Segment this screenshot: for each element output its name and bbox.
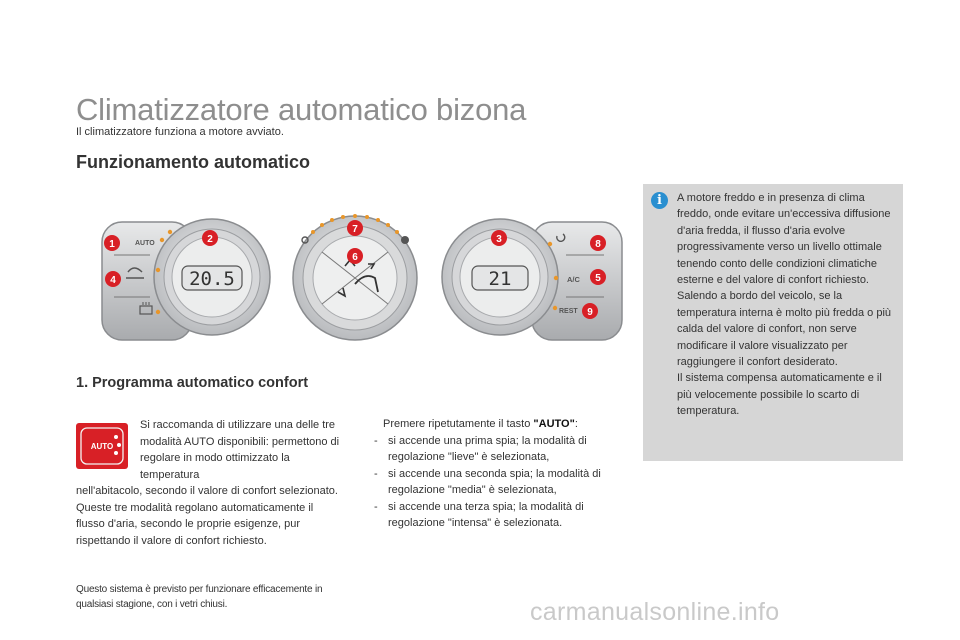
svg-text:8: 8 xyxy=(595,239,601,250)
auto-button-label[interactable]: AUTO xyxy=(135,240,155,247)
intro-paragraph-2: Queste tre modalità regolano automaticamente il flusso d'aria, secondo le proprie esigenze, pur rispettando il valore di confort richiesto. xyxy=(76,501,314,547)
watermark: carmanualsonline.info xyxy=(530,598,780,626)
svg-text:7: 7 xyxy=(352,224,358,235)
intro-paragraph: Si raccomanda di utilizzare una delle tre modalità AUTO disponibili: permettono di regolare in modo ottimizzato la temperatura xyxy=(140,419,340,481)
callout-1 xyxy=(104,235,120,251)
pointer-icon xyxy=(368,416,383,433)
list-item: - si accende una seconda spia; la modalità di regolazione "media" è selezionata, xyxy=(374,467,601,496)
indicator-led xyxy=(554,276,558,280)
subsection-heading: 1. Programma automatico confort xyxy=(76,375,309,391)
callout-9 xyxy=(582,303,598,319)
steps-lead xyxy=(368,416,638,433)
callout-4 xyxy=(105,271,121,287)
callout-6 xyxy=(347,248,363,264)
steps-lead-colon: : xyxy=(574,418,578,430)
indicator-led xyxy=(156,310,160,314)
svg-text:9: 9 xyxy=(587,307,593,318)
intro-continuation: nell'abitacolo, secondo il valore di confort selezionato. xyxy=(76,485,338,497)
climate-control-panel xyxy=(100,200,625,356)
svg-text:6: 6 xyxy=(352,252,358,263)
season-note: Questo sistema è previsto per funzionare efficacemente in qualsiasi stagione, con i vetri chiusi. xyxy=(76,584,323,610)
left-display-value: 20.5 xyxy=(189,268,235,290)
svg-text:5: 5 xyxy=(595,273,601,284)
indicator-led xyxy=(156,268,160,272)
callout-7 xyxy=(347,220,363,236)
info-paragraph-3: Il sistema compensa automaticamente e il più velocemente possibile lo scarto di temperatura. xyxy=(677,372,882,418)
svg-text:3: 3 xyxy=(496,234,502,245)
intro-paragraph-continued xyxy=(76,483,344,549)
left-temperature-unit xyxy=(102,219,270,340)
fan-high-icon xyxy=(401,236,409,244)
svg-text:1: 1 xyxy=(109,239,115,250)
callout-5 xyxy=(590,269,606,285)
auto-steps xyxy=(368,416,638,532)
section-heading: Funzionamento automatico xyxy=(76,152,310,172)
callout-3 xyxy=(491,230,507,246)
right-display-value: 21 xyxy=(488,268,512,290)
steps-lead-key: "AUTO" xyxy=(533,418,575,430)
callout-2 xyxy=(202,230,218,246)
right-temperature-unit xyxy=(442,219,622,340)
list-item: - si accende una terza spia; la modalità di regolazione "intensa" è selezionata. xyxy=(374,500,584,529)
steps-lead-text: Premere ripetutamente il tasto xyxy=(383,418,534,430)
info-text xyxy=(677,190,899,420)
indicator-led xyxy=(548,242,552,246)
list-item: - si accende una prima spia; la modalità di regolazione "lieve" è selezionata, xyxy=(374,434,587,463)
ac-button-label[interactable]: A/C xyxy=(567,275,580,284)
center-air-distribution-unit xyxy=(293,214,417,340)
callout-8 xyxy=(590,235,606,251)
info-paragraph-2: Salendo a bordo del veicolo, se la temperatura interna è molto più fredda o più calda del valore di confort, non serve modificare il valore visualizzato per raggiungere il confort desiderato. xyxy=(677,290,892,369)
indicator-led xyxy=(553,306,557,310)
rest-button-label[interactable]: REST xyxy=(559,308,578,315)
svg-text:2: 2 xyxy=(207,234,213,245)
info-paragraph-1: A motore freddo e in presenza di clima freddo, onde evitare un'eccessiva diffusione d'aria fredda, il flusso d'aria evolve progressivamente verso un livello ottimale tenendo conto delle condizioni climatiche esterne e del valore di confort richiesto. xyxy=(677,192,891,287)
auto-led xyxy=(168,230,172,234)
auto-button-icon xyxy=(76,423,128,469)
info-icon: i xyxy=(651,192,668,209)
auto-led xyxy=(160,238,164,242)
page-title: Climatizzatore automatico bizona xyxy=(76,92,527,127)
auto-icon-label: AUTO xyxy=(90,442,114,451)
svg-text:4: 4 xyxy=(110,275,116,286)
page-subtitle: Il climatizzatore funziona a motore avviato. xyxy=(76,126,284,138)
